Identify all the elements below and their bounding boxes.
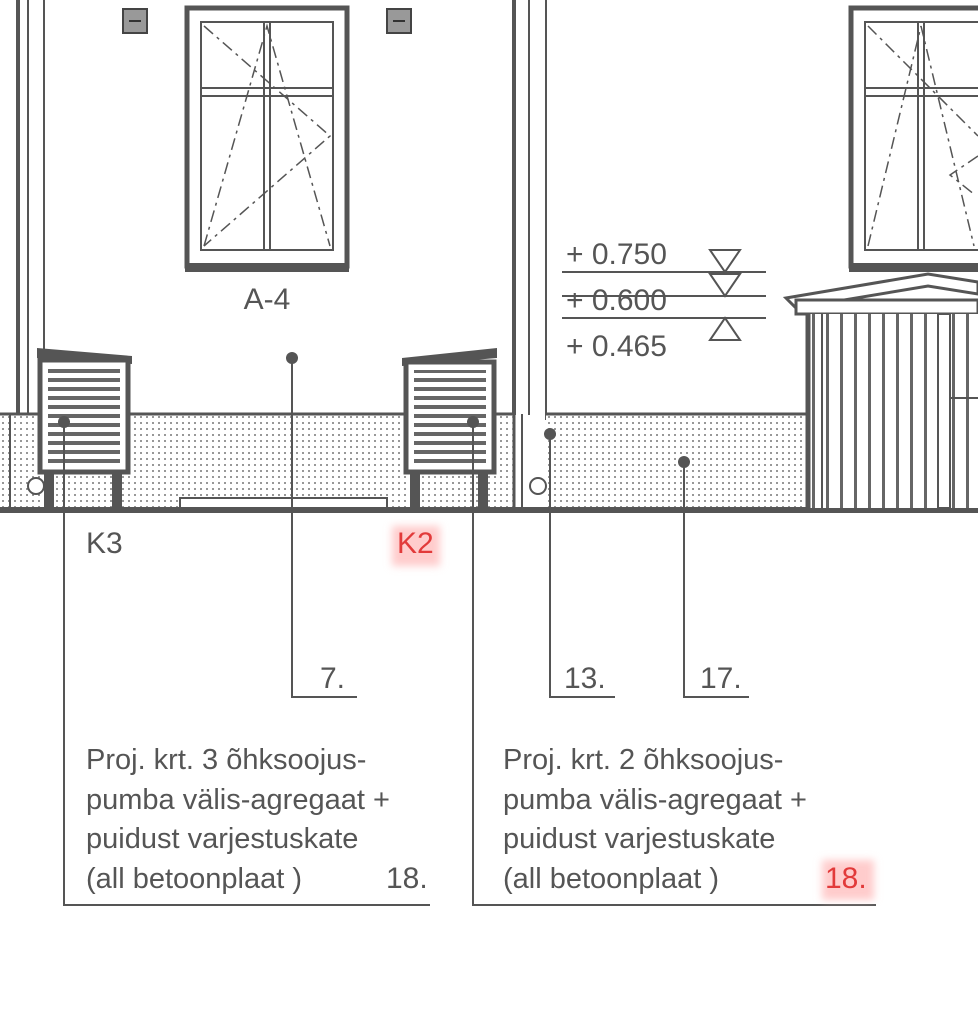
shed-annex (786, 274, 978, 508)
callout-number: 17. (700, 662, 742, 695)
callout-number: 7. (320, 662, 346, 695)
note-left (86, 744, 428, 895)
note-line: (all betoonplaat ) (86, 863, 303, 895)
note-number: 18. (386, 862, 428, 895)
middle-pilaster (514, 0, 546, 420)
vent-left (123, 9, 147, 33)
vent-right (387, 9, 411, 33)
elevation-marks (562, 238, 766, 363)
callout-number: 13. (564, 662, 606, 695)
elevation-value: + 0.750 (566, 238, 667, 271)
note-line: pumba välis-agregaat + (503, 784, 807, 816)
note-line: (all betoonplaat ) (503, 863, 720, 895)
unit-label-k2: K2 (397, 527, 434, 560)
window-right (849, 8, 978, 272)
note-right (503, 744, 874, 900)
note-line: pumba välis-agregaat + (86, 784, 390, 816)
note-line: puidust varjestuskate (86, 823, 359, 855)
unit-label-k3: K3 (86, 527, 123, 560)
downpipe-right (530, 478, 546, 494)
window-label: A-4 (243, 283, 291, 316)
window-a4 (185, 8, 349, 272)
elevation-value: + 0.465 (566, 330, 667, 363)
note-line: Proj. krt. 3 õhksoojus- (86, 744, 367, 776)
note-line: puidust varjestuskate (503, 823, 776, 855)
note-number: 18. (825, 862, 867, 895)
downpipe-left (28, 478, 44, 494)
elevation-value: + 0.600 (566, 284, 667, 317)
note-line: Proj. krt. 2 õhksoojus- (503, 744, 784, 776)
